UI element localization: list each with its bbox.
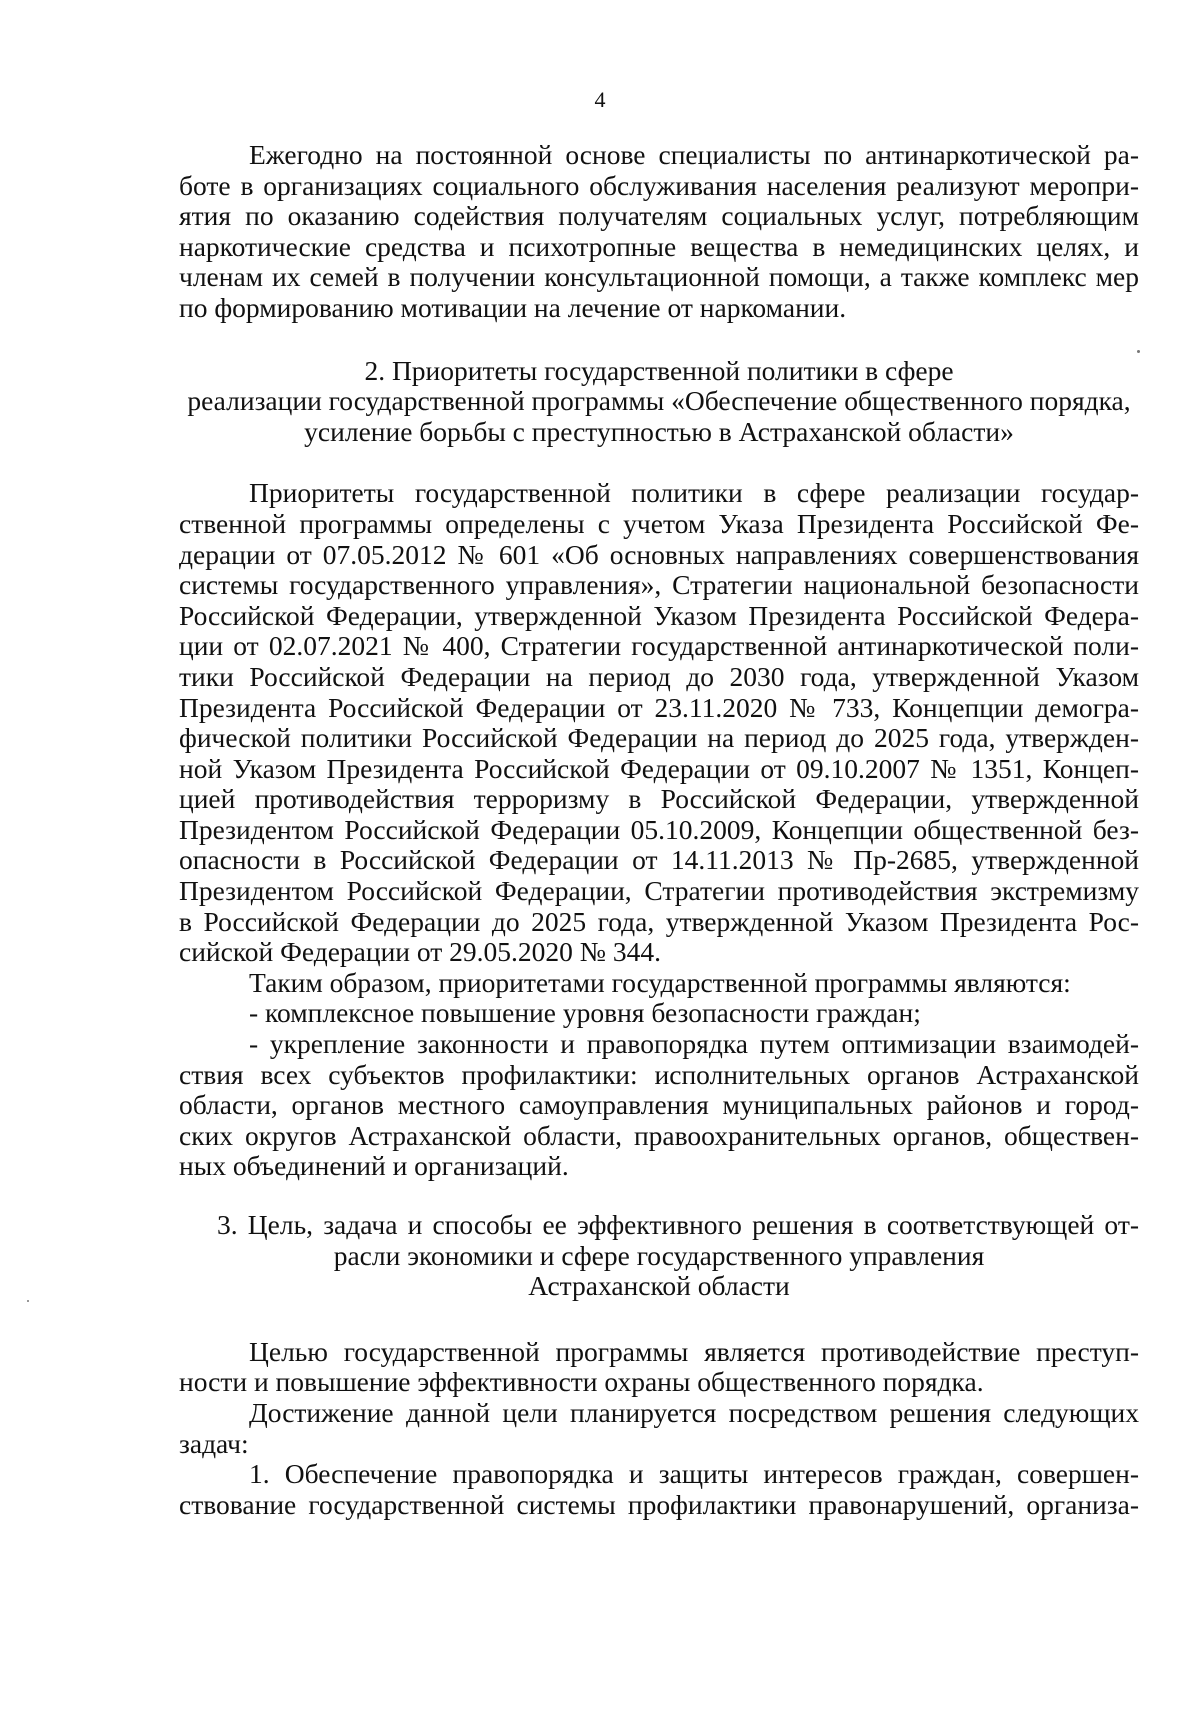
paragraph-line: по формированию мотивации на лечение от наркомании. (179, 291, 847, 323)
scan-speck (27, 1300, 29, 1302)
paragraph-line: Ежегодно на постоянной основе специалисты по антинаркотической ра- (249, 139, 1139, 170)
bullet-item-line: ных объединений и организаций. (179, 1150, 569, 1182)
section-2-heading-line: 2. Приоритеты государственной политики в сфере (364, 354, 954, 386)
section-3-heading-line: расли экономики и сфере государственного управления (333, 1239, 985, 1271)
paragraph-line: ствование государственной системы профилактики правонарушений, организа- (179, 1488, 1139, 1520)
bullet-item-line: ских округов Астраханской области, правоохранительных органов, обществен- (179, 1119, 1139, 1151)
section-2-heading-line: реализации государственной программы «Обеспечение общественного порядка, (187, 385, 1131, 417)
page-content (179, 140, 1139, 1520)
paragraph-line: дерации от 07.05.2012 № 601 «Об основных направлениях совершенствования (179, 538, 1139, 570)
paragraph-line: сийской Федерации от 29.05.2020 № 344. (179, 936, 662, 968)
paragraph-line: ной Указом Президента Российской Федерации от 09.10.2007 № 1351, Концеп- (179, 752, 1139, 784)
bullet-item-line: - укрепление законности и правопорядка путем оптимизации взаимодей- (249, 1028, 1139, 1060)
scan-speck (1137, 350, 1140, 353)
bullet-item-line: ствия всех субъектов профилактики: исполнительных органов Астраханской (179, 1058, 1139, 1090)
bullet-item: - комплексное повышение уровня безопасности граждан; (249, 997, 921, 1029)
paragraph-line: Достижение данной цели планируется посредством решения следующих (249, 1396, 1139, 1428)
paragraph-line: ятия по оказанию содействия получателям социальных услуг, потребляющим (179, 200, 1139, 232)
paragraph-line: системы государственного управления», Стратегии национальной безопасности (179, 569, 1139, 601)
paragraph-line: в Российской Федерации до 2025 года, утвержденной Указом Президента Рос- (179, 905, 1139, 937)
paragraph-line: ственной программы определены с учетом Указа Президента Российской Фе- (179, 507, 1139, 539)
paragraph-line: Российской Федерации, утвержденной Указом Президента Российской Федера- (179, 599, 1139, 631)
paragraph-line: фической политики Российской Федерации на период до 2025 года, утвержден- (179, 722, 1139, 754)
paragraph-line: боте в организациях социального обслуживания населения реализуют меропри- (179, 169, 1139, 201)
section-2-heading-line: усиление борьбы с преступностью в Астраханской области» (304, 415, 1014, 447)
paragraph-line: опасности в Российской Федерации от 14.11.2013 № Пр-2685, утвержденной (179, 844, 1139, 876)
priorities-summary: Таким образом, приоритетами государственной программы являются: (249, 966, 1071, 998)
paragraph-line: Президента Российской Федерации от 23.11.2020 № 733, Концепции демогра- (179, 691, 1139, 723)
page-number: 4 (594, 87, 606, 112)
paragraph-line: наркотические средства и психотропные вещества в немедицинских целях, и (179, 230, 1139, 262)
section-3-heading-line: Астраханской области (528, 1270, 790, 1302)
paragraph-line: Президентом Российской Федерации 05.10.2009, Концепции общественной без- (179, 813, 1139, 845)
paragraph-line: Целью государственной программы является противодействие преступ- (249, 1335, 1139, 1367)
paragraph-line: задач: (179, 1427, 249, 1459)
paragraph-line: цией противодействия терроризму в Российской Федерации, утвержденной (179, 783, 1139, 815)
paragraph-line: ции от 02.07.2021 № 400, Стратегии государственной антинаркотической поли- (179, 630, 1139, 662)
paragraph-line: тики Российской Федерации на период до 2030 года, утвержденной Указом (179, 660, 1139, 692)
paragraph-line: Приоритеты государственной политики в сфере реализации государ- (249, 477, 1139, 509)
bullet-item-line: области, органов местного самоуправления муниципальных районов и город- (179, 1089, 1139, 1121)
paragraph-line: 1. Обеспечение правопорядка и защиты интересов граждан, совершен- (249, 1458, 1139, 1490)
paragraph-line: ности и повышение эффективности охраны общественного порядка. (179, 1366, 984, 1398)
section-3-heading-line: 3. Цель, задача и способы ее эффективного решения в соответствующей от- (217, 1209, 1139, 1240)
paragraph-line: членам их семей в получении консультационной помощи, а также комплекс мер (179, 261, 1139, 293)
paragraph-line: Президентом Российской Федерации, Стратегии противодействия экстремизму (179, 875, 1139, 907)
